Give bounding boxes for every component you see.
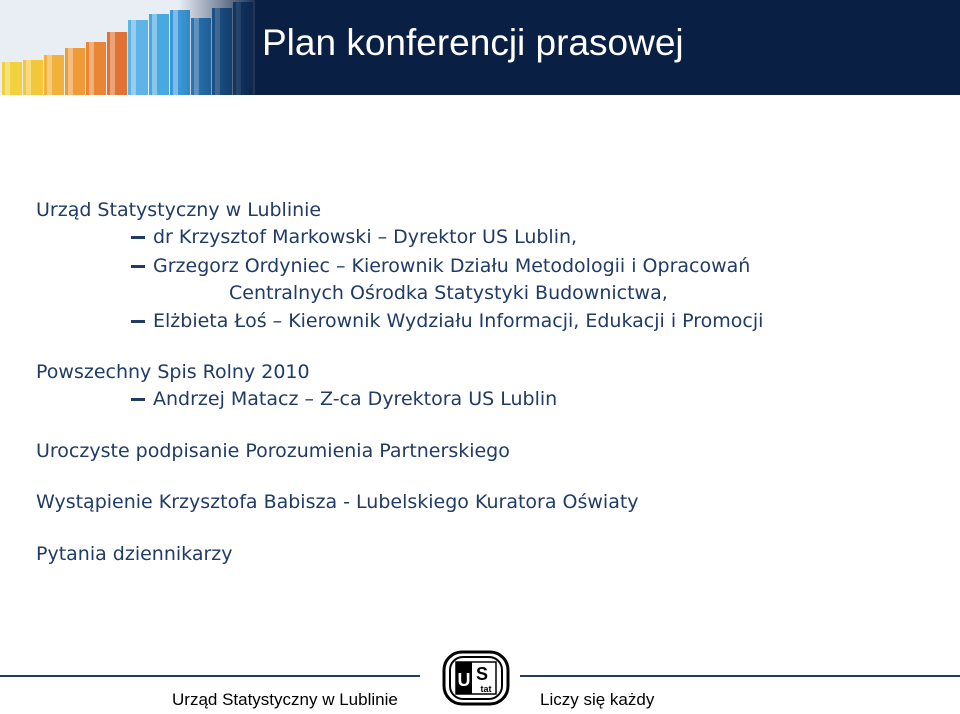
header-bar bbox=[0, 0, 960, 95]
footer-divider bbox=[520, 675, 960, 677]
svg-text:S: S bbox=[475, 664, 489, 684]
agenda-heading: Powszechny Spis Rolny 2010 bbox=[36, 361, 310, 383]
dash-bullet-icon bbox=[131, 236, 145, 239]
footer-slogan: Liczy się każdy bbox=[540, 690, 655, 709]
dash-bullet-icon bbox=[131, 320, 145, 323]
page-title: Plan konferencji prasowej bbox=[262, 22, 684, 63]
agenda-subitem: Andrzej Matacz – Z-ca Dyrektora US Lublin bbox=[153, 388, 558, 410]
us-stat-logo-icon bbox=[442, 650, 510, 710]
agenda-subitem-continuation: Centralnych Ośrodka Statystyki Budownictwa, bbox=[229, 282, 668, 304]
dash-bullet-icon bbox=[131, 265, 145, 268]
footer-divider bbox=[0, 675, 420, 677]
bar-chart-decoration-icon bbox=[0, 0, 255, 95]
svg-text:tat: tat bbox=[480, 684, 492, 694]
agenda-subitem: Grzegorz Ordyniec – Kierownik Działu Metodologii i Opracowań bbox=[153, 255, 751, 277]
agenda-heading: Pytania dziennikarzy bbox=[36, 543, 233, 565]
decorative-fade bbox=[0, 0, 255, 95]
svg-text:U: U bbox=[457, 670, 471, 690]
agenda-heading: Urząd Statystyczny w Lublinie bbox=[36, 199, 322, 221]
agenda-heading: Wystąpienie Krzysztofa Babisza - Lubelskiego Kuratora Oświaty bbox=[36, 491, 639, 513]
footer-organization: Urząd Statystyczny w Lublinie bbox=[172, 690, 398, 709]
agenda-heading: Uroczyste podpisanie Porozumienia Partnerskiego bbox=[36, 440, 510, 462]
dash-bullet-icon bbox=[131, 398, 145, 401]
agenda-subitem: dr Krzysztof Markowski – Dyrektor US Lublin, bbox=[153, 226, 578, 248]
agenda-subitem: Elżbieta Łoś – Kierownik Wydziału Informacji, Edukacji i Promocji bbox=[153, 310, 764, 332]
